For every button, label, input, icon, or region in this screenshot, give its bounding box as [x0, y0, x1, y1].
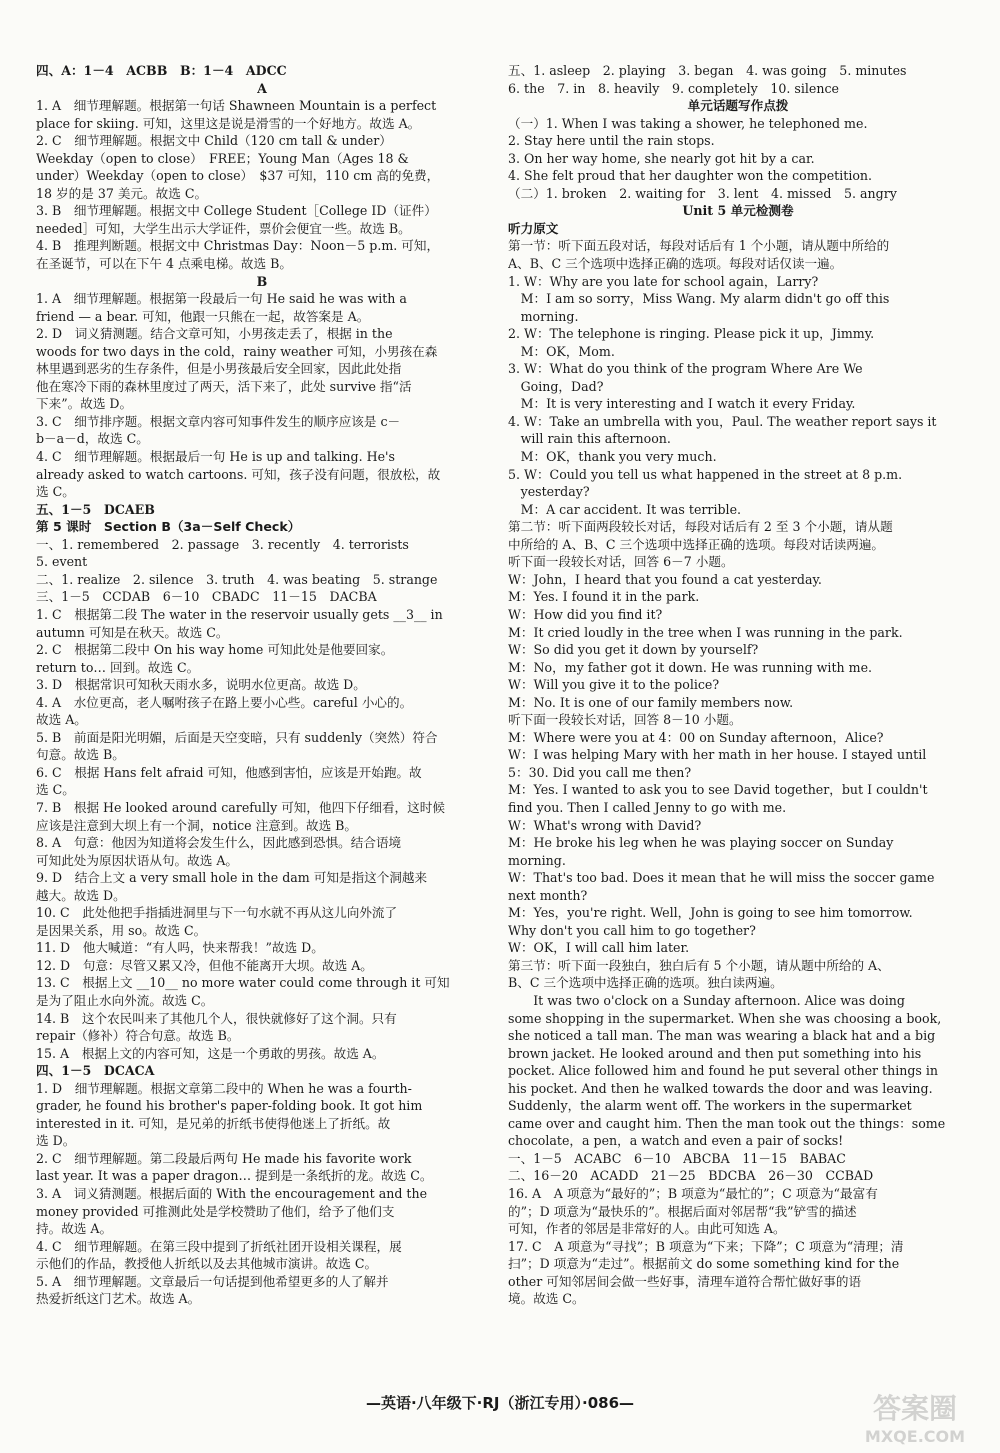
text-line: interested in it. 可知，是兄弟的折纸书使得他迷上了折纸。故 — [36, 1115, 391, 1131]
text-line: 16. A A 项意为“最好的”；B 项意为“最忙的”；C 项意为“最富有 — [508, 1186, 878, 1201]
text-line: A、B、C 三个选项中选择正确的选项。每段对话仅读一遍。 — [508, 256, 843, 272]
text-line: pocket. Alice followed him and found he put several other things in — [508, 1063, 939, 1079]
text-line: 四、1－5 DCACA — [36, 1063, 155, 1079]
text-line: 林里遇到恶劣的生存条件，但是小男孩最后安全回家，因此此处指 — [36, 361, 402, 377]
text-line: 4. W：Take an umbrella with you，Paul. The weather report says it — [508, 413, 937, 429]
text-line: some shopping in the supermarket. When she was choosing a book, — [508, 1010, 942, 1026]
text-line: 热爱折纸这门艺术。故选 A。 — [36, 1291, 201, 1307]
text-line: 扫”；D 项意为“走过”。根据前文 do some something kind for the — [508, 1256, 900, 1272]
text-line: 五、1. asleep 2. playing 3. began 4. was going 5. minutes — [508, 63, 907, 78]
text-line: repair（修补）符合句意。故选 B。 — [36, 1028, 240, 1044]
text-line: next month? — [508, 887, 588, 903]
text-line: brown jacket. He looked around and then put something into his — [508, 1045, 922, 1061]
text-line: 2. C 细节理解题。第二段最后两句 He made his favorite work — [36, 1150, 412, 1166]
text-line: friend — a bear. 可知，他跟一只熊在一起，故答案是 A。 — [36, 308, 370, 324]
text-line: 4. C 细节理解题。在第三段中提到了折纸社团开设相关课程，展 — [36, 1238, 402, 1254]
text-line: 15. A 根据上文的内容可知，这是一个勇敢的男孩。故选 A。 — [36, 1045, 385, 1061]
text-line: 1. A 细节理解题。根据第一句话 Shawneen Mountain is a perfect — [36, 98, 437, 114]
text-line: 5. B 前面是阳光明媚，后面是天空变暗，只有 suddenly（突然）符合 — [36, 729, 438, 745]
text-line: 1. C 根据第二段 The water in the reservoir usually gets __3__ in — [36, 606, 443, 622]
text-line: Suddenly，the alarm went off. The workers in the supermarket — [508, 1098, 912, 1114]
text-line: Going，Dad? — [508, 378, 604, 394]
text-line: 句意。故选 B。 — [36, 747, 125, 763]
text-line: 5. W：Could you tell us what happened in the street at 8 p.m. — [508, 466, 903, 482]
text-line: M：I am so sorry，Miss Wang. My alarm didn't go off this — [508, 291, 890, 307]
text-line: M：Yes，you're right. Well，John is going to see him tomorrow. — [508, 905, 913, 921]
text-line: W：John，I heard that you found a cat yesterday. — [508, 571, 822, 587]
text-line: return to… 回到。故选 C。 — [36, 659, 200, 675]
text-line: W：That's too bad. Does it mean that he will miss the soccer game — [508, 870, 935, 886]
text-line: 是为了阻止水向外流。故选 C。 — [36, 992, 214, 1008]
text-line: 在圣诞节，可以在下午 4 点乘电梯。故选 B。 — [36, 256, 292, 272]
text-line: 选 C。 — [36, 782, 75, 798]
text-line: morning. — [508, 308, 579, 324]
text-line: M：He broke his leg when he was playing soccer on Sunday — [508, 835, 894, 851]
text-line: woods for two days in the cold，rainy weather 可知，小男孩在森 — [36, 343, 438, 359]
text-line: last year. It was a paper dragon… 提到是一条纸折的龙。故选 C。 — [36, 1168, 433, 1184]
text-line: under）Weekday（open to close） $37 可知，110 cm 高的免费， — [36, 168, 440, 184]
text-line: 4. She felt proud that her daughter won the competition. — [508, 168, 873, 184]
text-line: （二）1. broken 2. waiting for 3. lent 4. missed 5. angry — [508, 185, 897, 201]
text-line: 12. D 句意：尽管又累又冷，但他不能离开大坝。故选 A。 — [36, 957, 373, 973]
text-line: M：Yes. I found it in the park. — [508, 589, 700, 605]
text-line: 示他们的作品，教授他人折纸以及去其他城市演讲。故选 C。 — [36, 1256, 378, 1272]
text-line: 5. A 细节理解题。文章最后一句话提到他希望更多的人了解并 — [36, 1273, 389, 1289]
text-line: 2. C 根据第二段中 On his way home 可知此处是他要回家。 — [36, 642, 394, 658]
text-line: yesterday? — [508, 484, 590, 500]
text-line: money provided 可推测此处是学校赞助了他们，给予了他们支 — [36, 1203, 395, 1219]
section-heading: B — [256, 273, 268, 289]
text-line: came over and caught him. Then the man took out the things：some — [508, 1115, 946, 1131]
text-line: 1. W：Why are you late for school again，Larry? — [508, 273, 819, 289]
text-line: B、C 三个选项中选择正确的选项。独白读两遍。 — [508, 975, 783, 991]
text-line: 五、1－5 DCAEB — [36, 501, 155, 517]
text-line: 2. D 词义猜测题。结合文章可知，小男孩走丢了，根据 in the — [36, 326, 393, 342]
text-line: W：OK，I will call him later. — [508, 940, 690, 956]
text-line: M：It is very interesting and I watch it every Friday. — [508, 396, 856, 412]
text-line: 9. D 结合上文 a very small hole in the dam 可知是指这个洞越来 — [36, 870, 428, 886]
text-line: 是因果关系，用 so。故选 C。 — [36, 922, 207, 938]
text-line: W：Will you give it to the police? — [508, 677, 720, 693]
text-line: other 可知邻居间会做一些好事，清理车道符合帮忙做好事的语 — [508, 1273, 862, 1289]
text-line: 8. A 句意：他因为知道将会发生什么，因此感到恐惧。结合语境 — [36, 835, 402, 851]
text-line: needed］可知，大学生出示大学证件，票价会便宜一些。故选 B。 — [36, 220, 411, 236]
text-line: 选 C。 — [36, 484, 75, 500]
page-footer: —英语·八年级下·RJ（浙江专用）·086— — [365, 1394, 635, 1412]
text-line: 1. A 细节理解题。根据第一段最后一句 He said he was with a — [36, 291, 407, 307]
text-line: 18 岁的是 37 美元。故选 C。 — [36, 185, 208, 201]
text-line: 3. On her way home, she nearly got hit by a car. — [508, 150, 815, 166]
text-line: 第二节：听下面两段较长对话，每段对话后有 2 至 3 个小题，请从题 — [508, 519, 893, 535]
text-line: 6. C 根据 Hans felt afraid 可知，他感到害怕，应该是开始跑。故 — [36, 764, 422, 780]
text-line: 一、1. remembered 2. passage 3. recently 4. terrorists — [36, 536, 409, 552]
text-line: 的”；D 项意为“最快乐的”。根据后面对邻居帮“我”铲雪的描述 — [508, 1203, 857, 1219]
text-line: 听下面一段较长对话，回答 6－7 小题。 — [508, 554, 734, 570]
text-line: 选 D。 — [36, 1133, 76, 1149]
text-line: 3. C 细节排序题。根据文章内容可知事件发生的顺序应该是 c－ — [36, 413, 401, 429]
text-line: 听力原文 — [508, 220, 559, 236]
text-line: place for skiing. 可知，这里这是说是滑雪的一个好地方。故选 A。 — [36, 115, 421, 131]
text-line: his pocket. And then he walked towards the door and was leaving. — [508, 1080, 933, 1096]
text-line: It was two o'clock on a Sunday afternoon. Alice was doing — [508, 992, 905, 1008]
text-line: M：No，my father got it down. He was running with me. — [508, 659, 873, 675]
text-line: M：OK，thank you very much. — [508, 449, 717, 465]
text-line: autumn 可知是在秋天。故选 C。 — [36, 624, 229, 640]
text-line: 持。故选 A。 — [36, 1221, 113, 1237]
text-line: 他在寒冷下雨的森林里度过了两天，活下来了，此处 survive 指“活 — [36, 378, 412, 394]
text-line: M：Yes. I wanted to ask you to see David together，but I couldn't — [508, 782, 928, 798]
right-column — [508, 62, 968, 1308]
text-line: grader, he found his brother's paper-folding book. It got him — [36, 1098, 423, 1114]
text-line: already asked to watch cartoons. 可知，孩子没有问题，很放松，故 — [36, 466, 441, 482]
text-line: 7. B 根据 He looked around carefully 可知，他四下仔细看，这时候 — [36, 799, 445, 815]
text-line: W：I was helping Mary with her math in her house. I stayed until — [508, 747, 927, 763]
section-heading: A — [257, 80, 267, 96]
text-line: 4. B 推理判断题。根据文中 Christmas Day：Noon－5 p.m. 可知， — [36, 238, 440, 254]
text-line: chocolate，a pen，a watch and even a pair of socks! — [508, 1133, 844, 1149]
text-line: 10. C 此处他把手指插进洞里与下一句水就不再从这儿向外流了 — [36, 905, 398, 921]
text-line: 第一节：听下面五段对话，每段对话后有 1 个小题，请从题中所给的 — [508, 238, 890, 254]
text-line: 一、1－5 ACABC 6－10 ABCBA 11－15 BABAC — [508, 1150, 846, 1166]
text-line: morning. — [508, 852, 566, 868]
text-line: （一）1. When I was taking a shower, he telephoned me. — [508, 115, 868, 131]
text-line: 4. C 细节理解题。根据最后一句 He is up and talking. He's — [36, 449, 395, 465]
watermark-logo — [840, 1388, 990, 1448]
text-line: M：It cried loudly in the tree when I was running in the park. — [508, 624, 903, 640]
text-line: 1. D 细节理解题。根据文章第二段中的 When he was a fourth- — [36, 1080, 412, 1096]
text-line: 越大。故选 D。 — [36, 887, 126, 903]
text-line: 可知，作者的邻居是非常好的人。由此可知选 A。 — [508, 1221, 786, 1237]
text-line: 3. B 细节理解题。根据文中 College Student［College ID（证件） — [36, 203, 437, 219]
text-line: M：OK，Mom. — [508, 343, 615, 359]
text-line: 第三节：听下面一段独白，独白后有 5 个小题，请从题中所给的 A、 — [508, 957, 890, 973]
text-line: 2. Stay here until the rain stops. — [508, 133, 715, 149]
watermark-line1: 答案圈 — [872, 1392, 958, 1425]
text-line: 二、16－20 ACADD 21－25 BDCBA 26－30 CCBAD — [508, 1168, 874, 1184]
text-line: 17. C A 项意为“寻找”；B 项意为“下来；下降”；C 项意为“清理；清 — [508, 1238, 904, 1254]
text-line: W：What's wrong with David? — [508, 817, 702, 833]
section-heading: 第 5 课时 Section B（3a－Self Check） — [36, 519, 301, 535]
text-line: 三、1－5 CCDAB 6－10 CBADC 11－15 DACBA — [36, 589, 377, 605]
text-line: 四、A：1－4 ACBB B：1－4 ADCC — [36, 63, 287, 78]
watermark-line2: MXQE.COM — [864, 1427, 966, 1446]
text-line: 3. D 根据常识可知秋天雨水多，说明水位更高。故选 D。 — [36, 677, 366, 693]
text-line: 11. D 他大喊道：“有人吗，快来帮我！”故选 D。 — [36, 940, 324, 956]
text-line: 下来”。故选 D。 — [36, 396, 133, 412]
text-line: 3. W：What do you think of the program Where Are We — [508, 361, 863, 377]
text-line: 6. the 7. in 8. heavily 9. completely 10. silence — [508, 80, 839, 96]
text-line: W：So did you get it down by yourself? — [508, 642, 759, 658]
text-line: 5：30. Did you call me then? — [508, 764, 692, 780]
text-line: 3. A 词义猜测题。根据后面的 With the encouragement and the — [36, 1186, 428, 1201]
text-line: she noticed a tall man. The man was wearing a black hat and a big — [508, 1028, 936, 1044]
text-line: Weekday（open to close） FREE；Young Man（Ages 18 & — [36, 150, 409, 166]
text-line: 14. B 这个农民叫来了其他几个人，很快就修好了这个洞。只有 — [36, 1010, 397, 1026]
text-line: 可知此处为原因状语从句。故选 A。 — [36, 852, 239, 868]
text-line: 13. C 根据上文 __10__ no more water could come through it 可知 — [36, 975, 450, 991]
text-line: W：How did you find it? — [508, 606, 663, 622]
section-heading: Unit 5 单元检测卷 — [682, 203, 794, 219]
text-line: 境。故选 C。 — [508, 1291, 585, 1307]
text-line: will rain this afternoon. — [508, 431, 671, 447]
text-line: 2. W：The telephone is ringing. Please pick it up，Jimmy. — [508, 326, 875, 342]
left-column — [36, 62, 488, 1308]
text-line: find you. Then I called Jenny to go with me. — [508, 799, 787, 815]
text-line: 中所给的 A、B、C 三个选项中选择正确的选项。每段对话读两遍。 — [508, 536, 885, 552]
text-line: 2. C 细节理解题。根据文中 Child（120 cm tall & under） — [36, 133, 392, 149]
text-line: b－a－d，故选 C。 — [36, 431, 149, 447]
text-line: M：A car accident. It was terrible. — [508, 501, 742, 517]
text-line: 4. A 水位更高，老人嘱咐孩子在路上要小心些。careful 小心的。 — [36, 694, 413, 710]
text-line: 应该是注意到大坝上有一个洞，notice 注意到。故选 B。 — [36, 817, 358, 833]
text-line: M：No. It is one of our family members now. — [508, 694, 794, 710]
section-heading: 单元话题写作点拨 — [687, 98, 789, 114]
text-line: 故选 A。 — [36, 712, 87, 728]
text-line: Why don't you call him to go together? — [508, 922, 756, 938]
text-line: 二、1. realize 2. silence 3. truth 4. was beating 5. strange — [36, 571, 438, 587]
text-line: 听下面一段较长对话，回答 8－10 小题。 — [508, 712, 742, 728]
text-line: M：Where were you at 4：00 on Sunday afternoon，Alice? — [508, 729, 884, 745]
text-line: 5. event — [36, 554, 88, 570]
